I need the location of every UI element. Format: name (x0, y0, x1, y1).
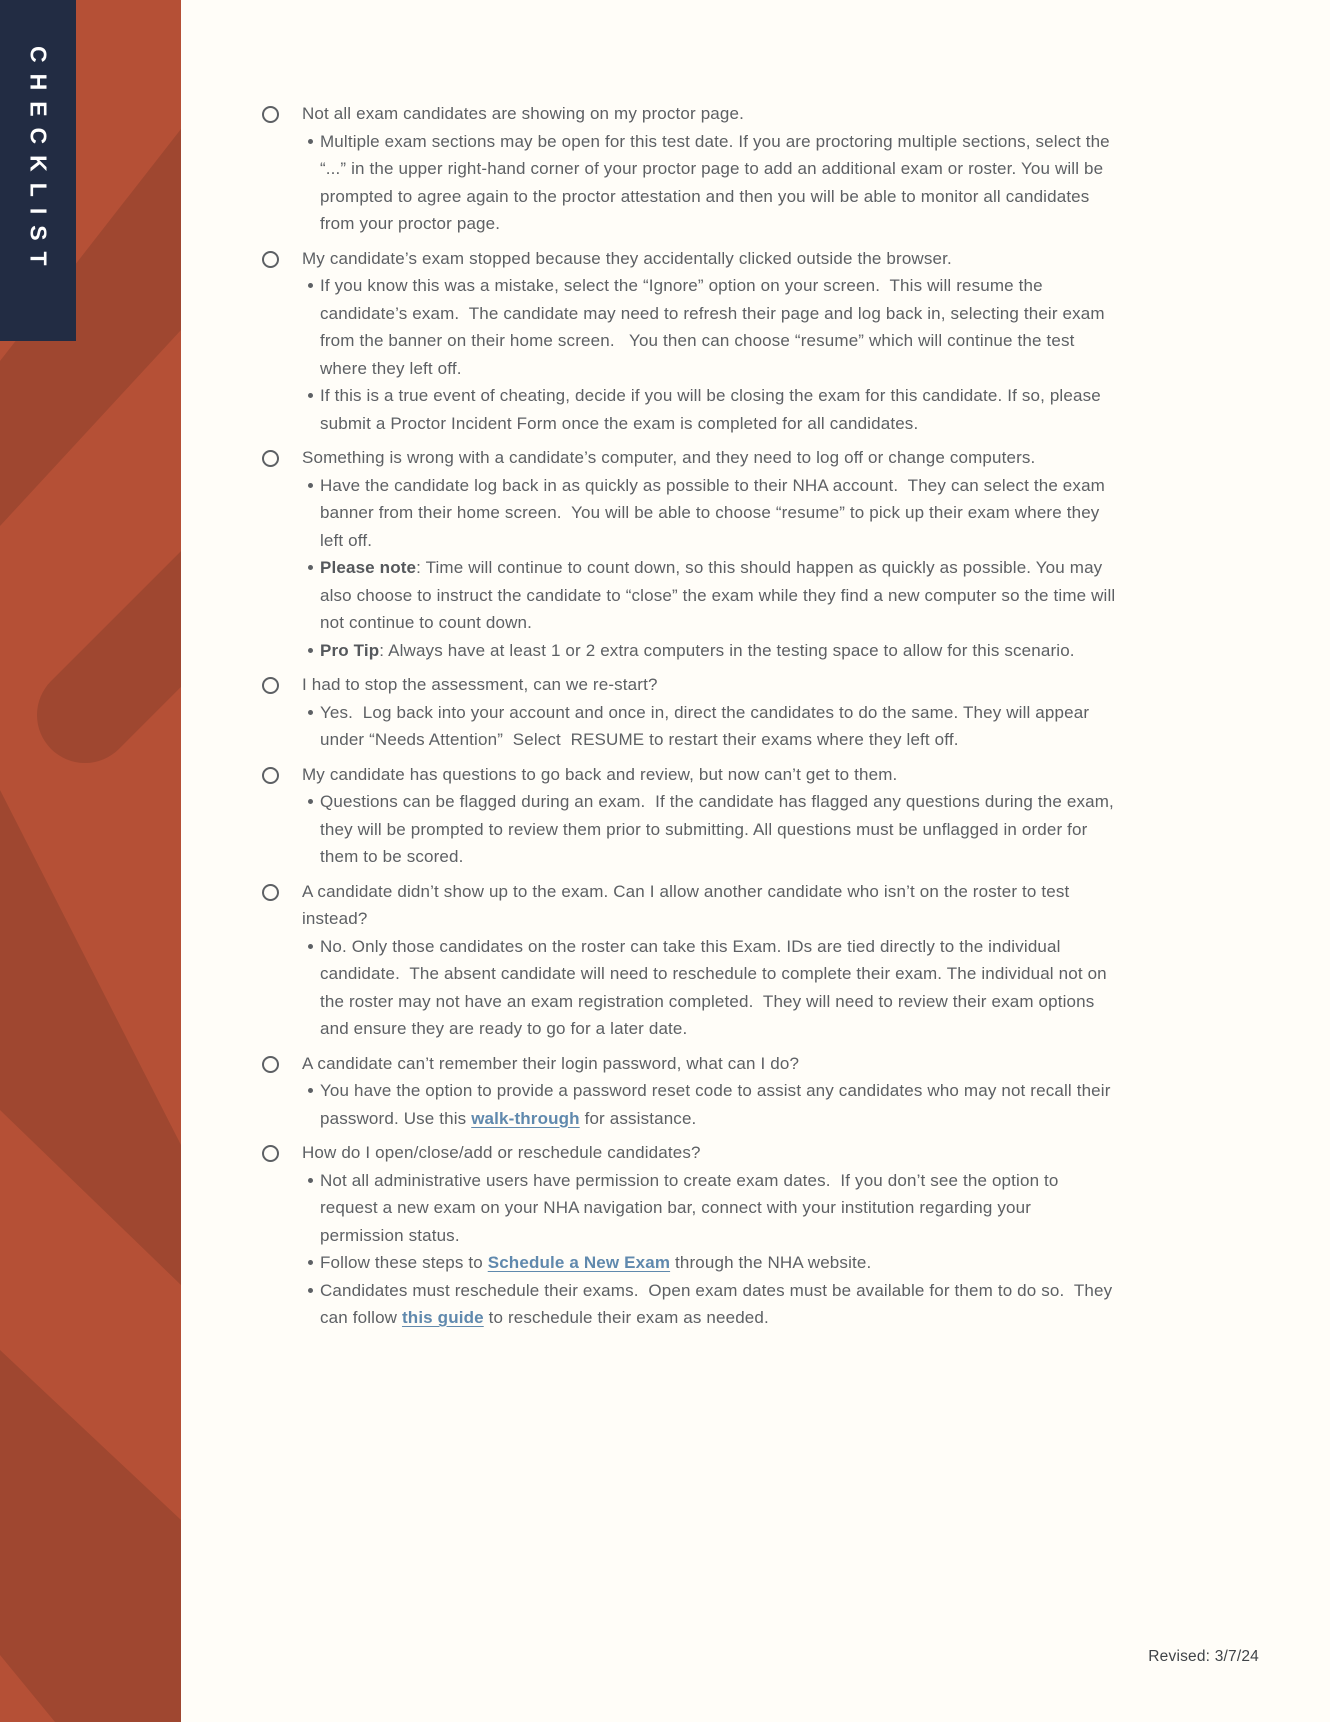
faq-item (238, 1050, 1118, 1133)
faq-question: My candidate has questions to go back and review, but now can’t get to them. (238, 761, 1112, 789)
diagonal-band (0, 790, 181, 1285)
faq-answer (238, 128, 1118, 238)
faq-question: A candidate didn’t show up to the exam. Can I allow another candidate who isn’t on the roster to test instead? (238, 878, 1112, 933)
faq-question: My candidate’s exam stopped because they accidentally clicked outside the browser. (238, 245, 1112, 273)
answer-text: Questions can be flagged during an exam. If the candidate has flagged any questions during the exam, they will be prompted to review them prior to submitting. All questions must be unflagged in order for them to be scored. (320, 792, 1119, 866)
faq-answer (238, 788, 1118, 871)
faq-answer (238, 382, 1118, 437)
faq-item (238, 444, 1121, 664)
answer-text: for assistance. (579, 1108, 697, 1128)
faq-question: A candidate can’t remember their login password, what can I do? (238, 1050, 1112, 1078)
answer-text: You have the option to provide a password reset code to assist any candidates who may not recall their password. Use this (320, 1081, 1116, 1128)
faq-item (238, 100, 1118, 238)
faq-question: Something is wrong with a candidate’s computer, and they need to log off or change computers. (238, 444, 1112, 472)
faq-answer (238, 1077, 1118, 1132)
answer-text: Multiple exam sections may be open for this test date. If you are proctoring multiple sections, select the “...” in the upper right-hand corner of your proctor page to add an additional exam or roster. You will be prompted to agree again to the proctor attestation and then you will be able to monitor all candidates from your proctor page. (320, 131, 1115, 233)
faq-answer (238, 554, 1121, 637)
faq-item (238, 878, 1118, 1043)
answer-text: Follow these steps to (320, 1253, 488, 1272)
answer-text: If this is a true event of cheating, decide if you will be closing the exam for this candidate. If so, please submit a Proctor Incident Form once the exam is completed for all candidates. (320, 386, 1106, 433)
diagonal-band (0, 1350, 181, 1722)
faq-question: Not all exam candidates are showing on my proctor page. (238, 100, 1112, 128)
faq-answer (238, 1167, 1118, 1250)
faq-item (238, 1139, 1118, 1332)
answer-text: Have the candidate log back in as quickly as possible to their NHA account. They can select the exam banner from their home screen. You will be able to choose “resume” to pick up their exam where they left off. (320, 475, 1110, 550)
faq-answer (238, 472, 1118, 555)
answer-text: through the NHA website. (670, 1253, 872, 1272)
link-schedule-a-new-exam[interactable]: Schedule a New Exam (487, 1253, 671, 1272)
faq-answer (238, 272, 1118, 382)
answer-text: Not all administrative users have permission to create exam dates. If you don’t see the option to request a new exam on your NHA navigation bar, connect with your institution regarding your permission status. (320, 1170, 1064, 1245)
answer-text: Yes. Log back into your account and once in, direct the candidates to do the same. They will appear under “Needs Attention” Select RESUME to restart their exams where they left off. (320, 702, 1095, 749)
diagonal-capsule-band (85, 470, 181, 715)
emphasis-text: Please note (320, 558, 417, 577)
answer-text: If you know this was a mistake, select the “Ignore” option on your screen. This will resume the candidate’s exam. The candidate may need to refresh their page and log back in, selecting their exam from the banner on their home screen. You then can choose “resume” which will continue the test where they left off. (320, 276, 1110, 378)
answer-text: : Always have at least 1 or 2 extra computers in the testing space to allow for this scenario. (379, 640, 1075, 660)
answer-text: No. Only those candidates on the roster can take this Exam. IDs are tied directly to the individual candidate. The absent candidate will need to reschedule to complete their exam. The individual not on the roster may not have an exam registration completed. They will need to review their exam options and ensure they are ready to go for a later date. (320, 936, 1112, 1038)
faq-item (238, 245, 1118, 438)
faq-item (238, 671, 1118, 754)
checklist-banner-label: CHECKLIST (25, 46, 52, 277)
faq-answer (238, 637, 1118, 665)
faq-answer (238, 1249, 1118, 1277)
answer-text: Candidates must reschedule their exams. Open exam dates must be available for them to do so. They can follow (320, 1280, 1118, 1327)
revision-date: Revised: 3/7/24 (1148, 1648, 1259, 1665)
answer-text: : Time will continue to count down, so this should happen as quickly as possible. You may also choose to instruct the candidate to “close” the exam while they find a new computer so the time will not continue to count down. (320, 558, 1121, 632)
link-this-guide[interactable]: this guide (401, 1308, 484, 1327)
emphasis-text: Pro Tip (320, 640, 380, 660)
link-walk-through[interactable]: walk-through (471, 1108, 580, 1128)
faq-item (238, 761, 1118, 871)
checklist-banner (0, 0, 76, 341)
answer-text: to reschedule their exam as needed. (483, 1308, 769, 1327)
faq-answer (238, 933, 1118, 1043)
faq-list (238, 100, 1121, 1332)
faq-answer (238, 699, 1118, 754)
faq-answer (238, 1277, 1118, 1332)
faq-question: I had to stop the assessment, can we re-start? (238, 671, 1112, 699)
faq-question: How do I open/close/add or reschedule candidates? (238, 1139, 1112, 1167)
